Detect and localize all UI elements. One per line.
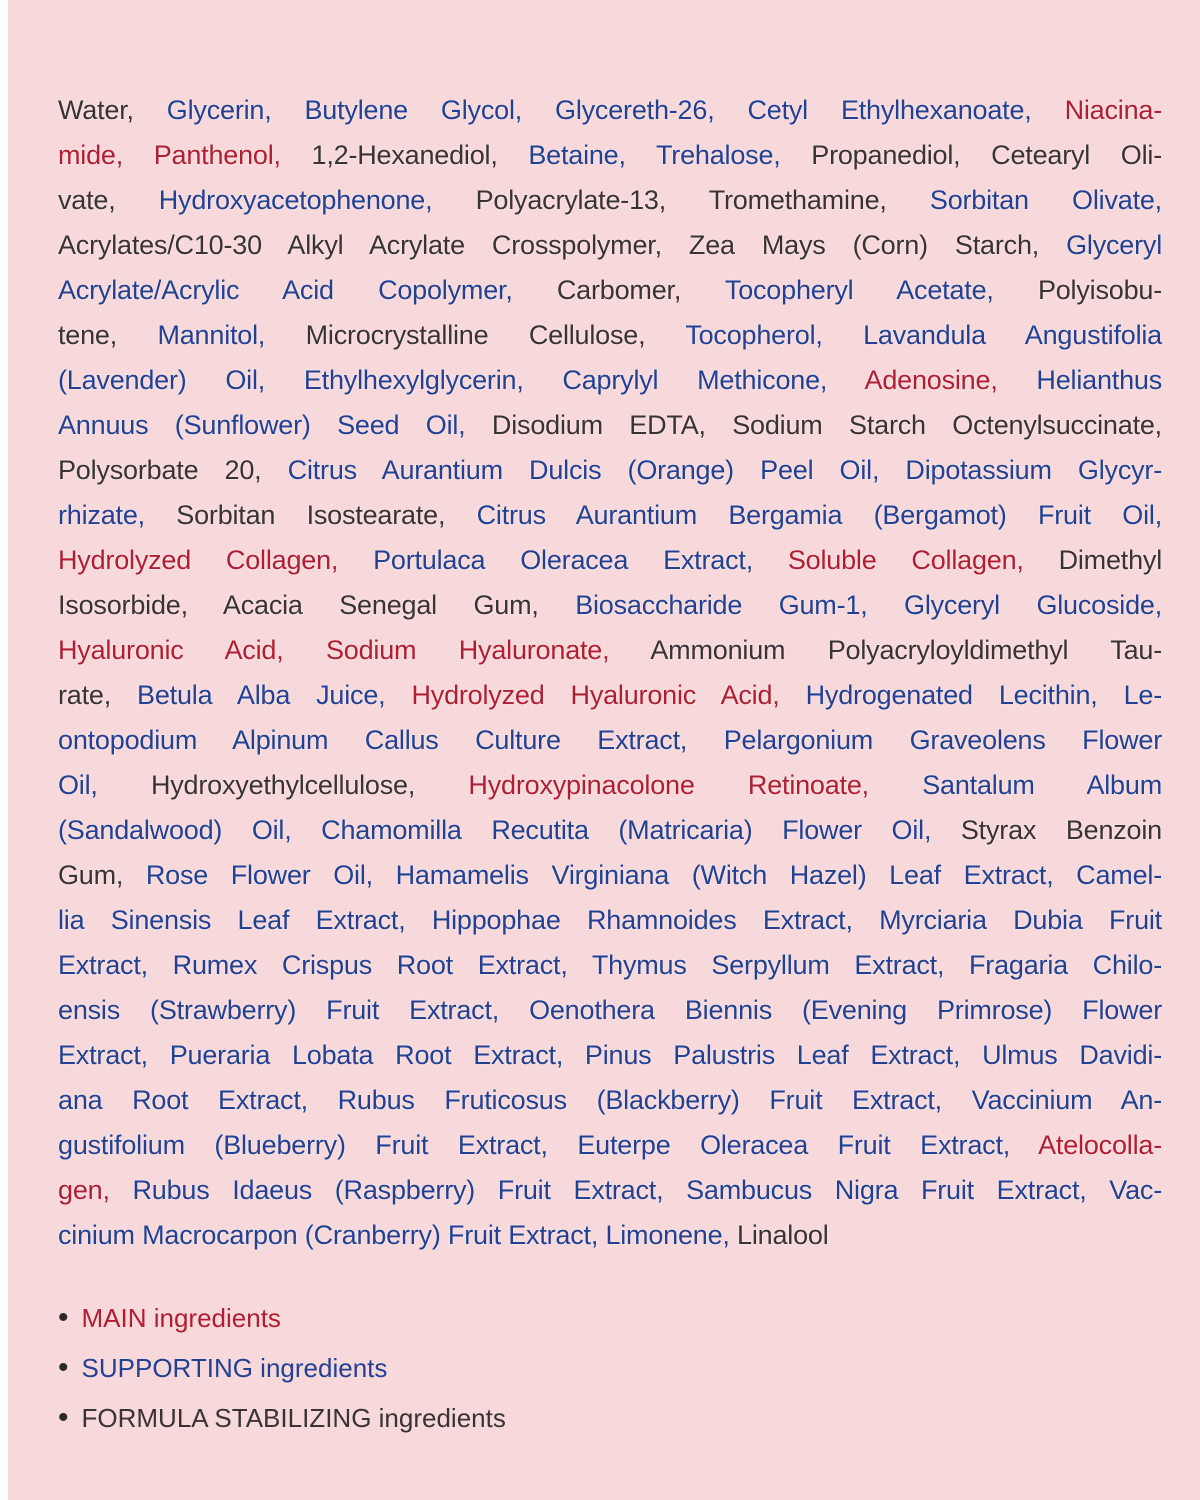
ingredient-segment-stabilizing: Gum, [58,860,146,890]
ingredient-segment-stabilizing: Microcrystalline Cellulose, [305,320,686,350]
ingredients-line [58,538,1162,583]
ingredient-segment-stabilizing: Acrylates/C10-30 Alkyl Acrylate Crosspolymer, Zea Mays (Corn) Starch, [58,230,1067,260]
ingredients-line [58,88,1162,133]
ingredient-segment-supporting: (Sandalwood) Oil, Chamomilla Recutita (Matricaria) Flower Oil, [58,815,961,845]
ingredients-line [58,943,1162,988]
bullet-icon: • [58,1351,69,1384]
legend-label-stabilizing: FORMULA STABILIZING ingredients [81,1402,506,1433]
ingredient-segment-supporting: Rose Flower Oil, Hamamelis Virginiana (Witch Hazel) Leaf Extract, Camel- [145,860,1162,890]
ingredient-segment-supporting: Glycerin, Butylene Glycol, Glycereth-26, Cetyl Ethylhexanoate, [166,95,1065,125]
ingredient-segment-supporting: Tocopheryl Acetate, [724,275,1038,305]
legend-item-stabilizing [58,1393,1158,1443]
ingredient-segment-stabilizing: 1,2-Hexanediol, [311,140,529,170]
bullet-icon: • [58,1301,69,1334]
ingredient-segment-supporting: Citrus Aurantium Bergamia (Bergamot) Fruit Oil, [476,500,1163,530]
ingredient-segment-supporting: Acrylate/Acrylic Acid Copolymer, [58,275,557,305]
ingredients-line [58,898,1162,943]
ingredients-line [58,1213,1162,1258]
ingredients-line [58,628,1162,673]
ingredient-segment-stabilizing: Polysorbate 20, [58,455,288,485]
ingredient-segment-stabilizing: Polyisobu- [1037,275,1162,305]
bullet-icon: • [58,1401,69,1434]
ingredient-segment-stabilizing: Water, [58,95,167,125]
ingredient-segment-main: gen, [58,1175,133,1205]
ingredient-segment-supporting: ana Root Extract, Rubus Fruticosus (Blackberry) Fruit Extract, Vaccinium An- [58,1085,1162,1115]
ingredient-segment-supporting: (Lavender) Oil, Ethylhexylglycerin, Caprylyl Methicone, [58,365,865,395]
ingredient-segment-stabilizing: Isosorbide, Acacia Senegal Gum, [58,590,576,620]
ingredients-line [58,448,1162,493]
ingredient-segment-supporting: Santalum Album [922,770,1162,800]
ingredient-segment-supporting: Hydroxyacetophenone, [158,185,476,215]
ingredient-segment-main: Niacina- [1064,95,1162,125]
ingredient-segment-supporting: Betaine, Trehalose, [528,140,812,170]
ingredient-segment-supporting: lia Sinensis Leaf Extract, Hippophae Rhamnoides Extract, Myrciaria Dubia Fruit [58,905,1162,935]
ingredient-segment-supporting: Hydrogenated Lecithin, Le- [805,680,1163,710]
ingredient-segment-main: Adenosine, [864,365,1037,395]
ingredients-line [58,493,1162,538]
ingredients-line [58,133,1162,178]
ingredients-line [58,1078,1162,1123]
legend-item-supporting [58,1343,1158,1393]
ingredient-segment-supporting: Helianthus [1036,365,1162,395]
ingredient-segment-main: Soluble Collagen, [787,545,1059,575]
ingredient-segment-stabilizing: Styrax Benzoin [960,815,1162,845]
ingredient-segment-supporting: gustifolium (Blueberry) Fruit Extract, Euterpe Oleracea Fruit Extract, [58,1130,1039,1160]
ingredient-segment-main: Hyaluronic Acid, Sodium Hyaluronate, [58,635,651,665]
ingredient-segment-stabilizing: Dimethyl [1058,545,1162,575]
ingredient-segment-supporting: Tocopherol, Lavandula Angustifolia [685,320,1162,350]
legend-label-main: MAIN ingredients [81,1302,281,1333]
ingredient-segment-stabilizing: Disodium EDTA, Sodium Starch Octenylsuccinate, [491,410,1162,440]
ingredient-segment-supporting: Extract, Pueraria Lobata Root Extract, Pinus Palustris Leaf Extract, Ulmus Davidi- [58,1040,1162,1070]
legend [58,1293,1158,1443]
ingredient-segment-stabilizing: vate, [58,185,159,215]
ingredient-segment-main: Hydrolyzed Collagen, [58,545,374,575]
ingredients-line [58,403,1162,448]
ingredient-segment-stabilizing: Linalool [737,1220,829,1250]
ingredient-segment-main: mide, Panthenol, [58,140,312,170]
ingredients-line [58,223,1162,268]
ingredients-line [58,808,1162,853]
ingredient-segment-supporting: rhizate, [58,500,177,530]
ingredients-line [58,988,1162,1033]
ingredient-segment-supporting: Oil, [58,770,151,800]
ingredient-segment-supporting: Portulaca Oleracea Extract, [373,545,788,575]
ingredients-line [58,1033,1162,1078]
ingredient-segment-stabilizing: Sorbitan Isostearate, [176,500,477,530]
ingredients-line [58,673,1162,718]
ingredient-segment-stabilizing: Hydroxyethylcellulose, [150,770,469,800]
ingredient-segment-supporting: Mannitol, [157,320,306,350]
ingredient-segment-supporting: Rubus Idaeus (Raspberry) Fruit Extract, Sambucus Nigra Fruit Extract, Vac- [132,1175,1162,1205]
ingredients-line [58,1123,1162,1168]
ingredients-paragraph [58,88,1162,1258]
ingredient-segment-supporting: Extract, Rumex Crispus Root Extract, Thymus Serpyllum Extract, Fragaria Chilo- [58,950,1162,980]
legend-label-supporting: SUPPORTING ingredients [81,1352,388,1383]
ingredient-segment-main: Hydroxypinacolone Retinoate, [468,770,923,800]
ingredient-segment-stabilizing: Propanediol, Cetearyl Oli- [811,140,1162,170]
ingredients-line [58,358,1162,403]
ingredient-segment-main: Hydrolyzed Hyaluronic Acid, [411,680,806,710]
ingredients-label-panel [8,0,1200,1500]
ingredient-segment-stabilizing: tene, [58,320,158,350]
ingredient-segment-stabilizing: Polyacrylate-13, Tromethamine, [475,185,930,215]
ingredient-segment-supporting: Biosaccharide Gum-1, Glyceryl Glucoside, [575,590,1163,620]
ingredients-line [58,763,1162,808]
ingredient-segment-main: Atelocolla- [1038,1130,1162,1160]
ingredients-line [58,583,1162,628]
ingredient-segment-supporting: cinium Macrocarpon (Cranberry) Fruit Extract, Limonene, [58,1220,738,1250]
ingredient-segment-supporting: Sorbitan Olivate, [929,185,1162,215]
ingredients-line [58,178,1162,223]
ingredient-segment-supporting: Annuus (Sunflower) Seed Oil, [58,410,492,440]
legend-item-main [58,1293,1158,1343]
ingredients-line [58,718,1162,763]
ingredient-segment-stabilizing: rate, [58,680,138,710]
ingredient-segment-supporting: ontopodium Alpinum Callus Culture Extract, Pelargonium Graveolens Flower [58,725,1162,755]
ingredients-line [58,268,1162,313]
ingredients-line [58,853,1162,898]
ingredient-segment-stabilizing: Carbomer, [556,275,725,305]
ingredient-segment-stabilizing: Ammonium Polyacryloyldimethyl Tau- [650,635,1162,665]
ingredient-segment-supporting: ensis (Strawberry) Fruit Extract, Oenothera Biennis (Evening Primrose) Flower [58,995,1162,1025]
ingredient-segment-supporting: Citrus Aurantium Dulcis (Orange) Peel Oil, Dipotassium Glycyr- [287,455,1163,485]
ingredients-line [58,1168,1162,1213]
ingredient-segment-supporting: Betula Alba Juice, [137,680,412,710]
ingredients-line [58,313,1162,358]
ingredient-segment-supporting: Glyceryl [1066,230,1162,260]
